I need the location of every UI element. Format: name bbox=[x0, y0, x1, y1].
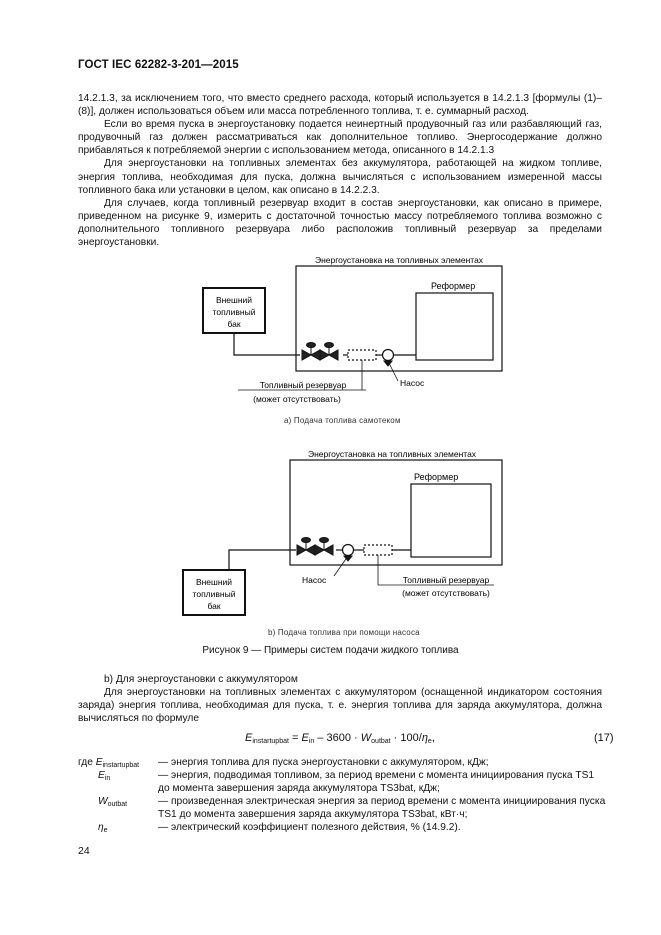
diagram-a-reformer-label: Реформер bbox=[431, 281, 476, 291]
definition-symbol: $\eta_e$ bbox=[98, 822, 108, 834]
page-number: 24 bbox=[78, 845, 90, 857]
section-b bbox=[78, 673, 602, 725]
paragraph-1: 14.2.1.3, за исключением того, что вместо среднего расхода, который используется в 14.2.1.3 [формулы (1)–(8)], должен использоваться объем или масса потребленного топлива, т. е. суммарный расход. bbox=[78, 93, 602, 118]
diagram-b-reformer-box bbox=[411, 484, 491, 557]
formula-expression: $E_{instartupbat} = E_{in} - 3600 \cdot W_{outbat} \cdot 100/\eta_e$, bbox=[245, 732, 435, 745]
definition-text: — произведенная электрическая энергия за период времени с момента инициирования пуска TS1 до момента завершения заряда аккумулятора TS3bat, кВт·ч; bbox=[158, 796, 606, 820]
definition-row bbox=[78, 821, 608, 834]
diagram-a-caption: a) Подача топлива самотеком bbox=[284, 416, 401, 425]
diagram-a-pump-label: Насос bbox=[400, 378, 425, 388]
diagram-b-reformer-label: Реформер bbox=[414, 472, 459, 482]
diagram-b-title: Энергоустановка на топливных элементах bbox=[307, 449, 477, 459]
definition-row bbox=[78, 795, 608, 821]
diagram-b-pipe-inlet bbox=[229, 550, 296, 570]
valve-handle-icon bbox=[320, 538, 329, 543]
diagram-b-tank-line1: Внешний bbox=[195, 577, 233, 587]
valve-handle-icon bbox=[302, 538, 311, 543]
definition-row bbox=[78, 769, 608, 795]
diagram-a-tank-line2: топливный bbox=[212, 307, 256, 317]
definition-text: — энергия, подводимая топливом, за период времени с момента инициирования пуска TS1 до момента завершения заряда аккумулятора TS3bat, кДж; bbox=[158, 770, 595, 794]
diagram-b-pump-label: Насос bbox=[302, 575, 327, 585]
definition-row bbox=[78, 756, 608, 769]
diagram-a-reservoir-note: (может отсутствовать) bbox=[253, 394, 341, 404]
document-header: ГОСТ IEC 62282-3-201—2015 bbox=[78, 59, 239, 71]
definition-symbol: $W_{outbat}$ bbox=[98, 796, 128, 808]
definition-symbol: где $E_{instartupbat}$ bbox=[78, 757, 140, 769]
definitions bbox=[78, 756, 608, 834]
diagram-b-valves bbox=[297, 538, 352, 562]
diagram-a-tank-line3: бак bbox=[227, 319, 241, 329]
diagram-a-reservoir-label: Топливный резервуар bbox=[259, 380, 347, 390]
paragraph-2: Если во время пуска в энергоустановку подается неинертный продувочный газ или разбавляющий газ, продувочный газ должен рассматриваться как дополнительное топливо. Энергосодержание должно прибавляться к потребляемой энергии с использованием метода, описанного в 14.2.1.3 bbox=[78, 119, 602, 157]
diagram-b-caption: b) Подача топлива при помощи насоса bbox=[268, 628, 420, 637]
section-b-intro: Для энергоустановки на топливных элементах с аккумулятором (оснащенной индикатором состояния заряда) энергия топлива, необходимая для пуска, т. е. энергия топлива для заряда аккумулятора, должна вычисляться по формуле bbox=[78, 687, 602, 725]
definition-symbol: $E_{in}$ bbox=[98, 770, 111, 782]
diagram-b-reservoir bbox=[364, 545, 392, 555]
formula-number: (17) bbox=[594, 732, 614, 744]
figure-caption: Рисунок 9 — Примеры систем подачи жидкого топлива bbox=[202, 645, 459, 656]
definition-text: — электрический коэффициент полезного действия, % (14.9.2). bbox=[158, 822, 461, 833]
diagram-b-tank-line2: топливный bbox=[192, 589, 236, 599]
diagram-a-title: Энергоустановка на топливных элементах bbox=[314, 255, 484, 265]
diagram-b-pump bbox=[343, 545, 354, 556]
paragraph-4: Для случаев, когда топливный резервуар входит в состав энергоустановки, как описано в примере, приведенном на рисунке 9, измерить с достаточной точностью массу потребляемого топлива возможно с дополнительного топливного резервуара либо расположив топливный резервуар за пределами энергоустановки. bbox=[78, 197, 602, 249]
definition-text: — энергия топлива для пуска энергоустановки с аккумулятором, кДж; bbox=[158, 757, 489, 768]
diagram-b-reservoir-note: (может отсутствовать) bbox=[402, 588, 490, 598]
paragraph-3: Для энергоустановки на топливных элементах без аккумулятора, работающей на жидком топливе, энергия топлива, необходимая для пуска, должна вычисляться с использованием измеренной массы топливного бака или установки в целом, как описано в 14.2.2.3. bbox=[78, 158, 602, 196]
diagram-b-tank-line3: бак bbox=[207, 601, 221, 611]
diagram-a-tank-line1: Внешний bbox=[215, 295, 253, 305]
section-b-heading: b) Для энергоустановки с аккумулятором bbox=[104, 674, 298, 685]
diagram-b-reservoir-label: Топливный резервуар bbox=[402, 575, 490, 585]
